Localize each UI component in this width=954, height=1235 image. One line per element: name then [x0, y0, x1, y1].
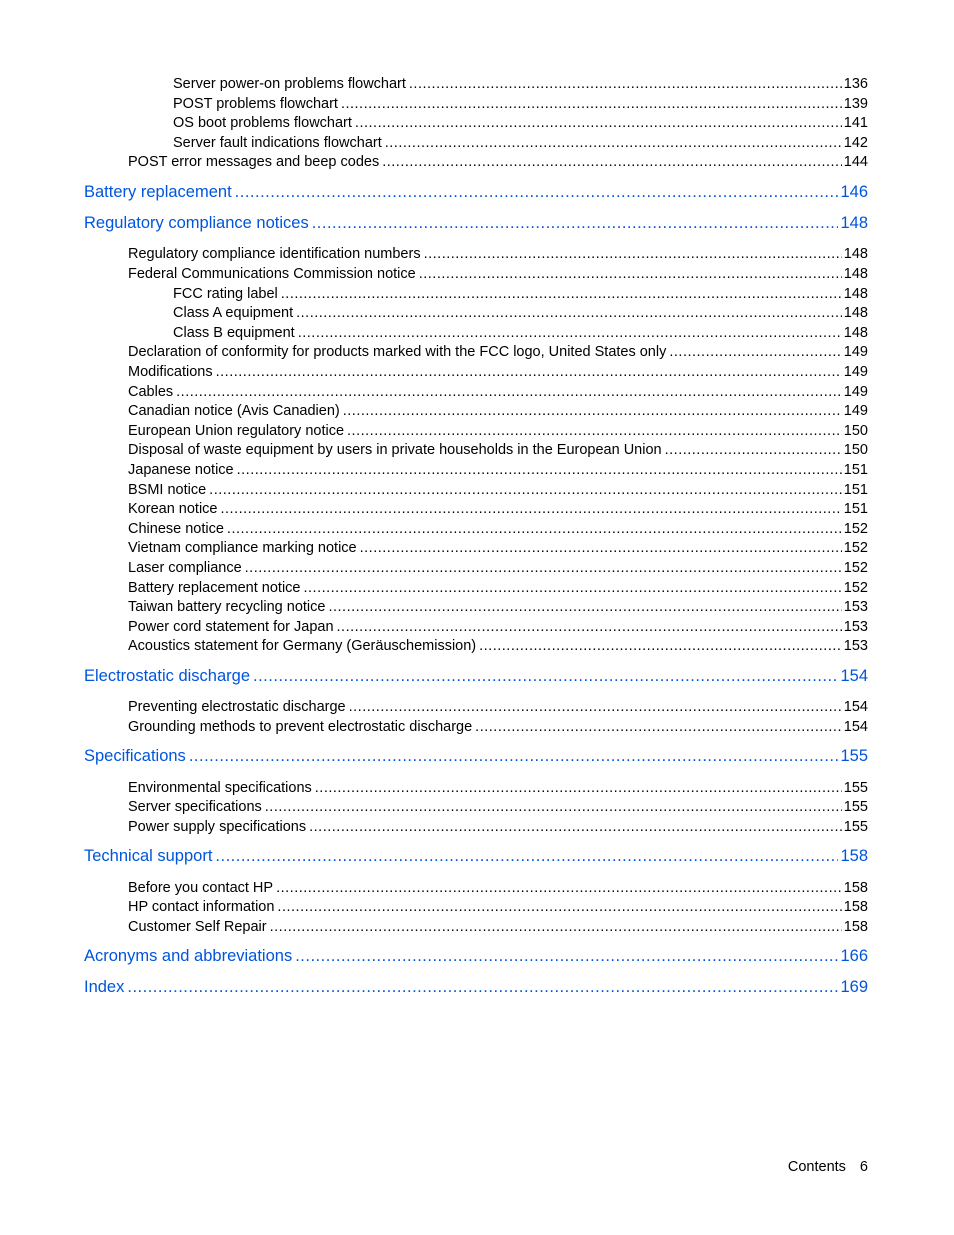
toc-entry-page: 149 [843, 344, 868, 361]
toc-entry-title: Environmental specifications [128, 779, 312, 796]
toc-entry-title: Power supply specifications [128, 818, 307, 835]
toc-entry-page: 152 [843, 560, 868, 576]
toc-section-link[interactable] [173, 286, 868, 302]
toc-dot-leader [237, 462, 842, 478]
toc-entry-page: 148 [843, 285, 868, 302]
toc-entry-title: HP contact information [128, 899, 275, 916]
toc-entry-title: Grounding methods to prevent electrostatic discharge [128, 718, 473, 735]
toc-entry-title: Before you contact HP [128, 879, 274, 896]
toc-entry-title: Customer Self Repair [128, 918, 267, 935]
toc-entry-page: 136 [843, 76, 868, 92]
toc-dot-leader [216, 364, 842, 380]
toc-entry-title: Federal Communications Commission notice [128, 266, 416, 282]
toc-entry-title: Server fault indications flowchart [173, 134, 382, 151]
toc-entry-page: 144 [843, 154, 868, 171]
toc-entry-title: European Union regulatory notice [128, 422, 345, 439]
toc-section-link[interactable] [128, 246, 868, 262]
toc-entry-page: 154 [840, 666, 868, 685]
toc-entry-title: Laser compliance [128, 560, 242, 576]
toc-entry-page: 148 [843, 305, 868, 322]
toc-dot-leader [227, 521, 842, 537]
toc-dot-leader [382, 154, 842, 170]
toc-section-link[interactable] [128, 599, 868, 615]
footer-page-number: 6 [859, 1159, 868, 1175]
toc-dot-leader [245, 560, 842, 576]
toc-entry-title: Acronyms and abbreviations [84, 947, 293, 966]
toc-dot-leader [669, 344, 841, 360]
toc-entry-page: 158 [840, 847, 868, 866]
toc-entry-page: 152 [843, 520, 868, 537]
toc-section-link[interactable] [128, 719, 868, 735]
toc-section-link[interactable] [128, 462, 868, 478]
toc-dot-leader [176, 384, 842, 400]
toc-dot-leader [281, 286, 842, 302]
toc-chapter-link[interactable] [84, 847, 868, 866]
toc-section-link[interactable] [128, 501, 868, 517]
toc-dot-leader [215, 847, 838, 866]
toc-entry-page: 152 [843, 579, 868, 596]
toc-entry-page: 158 [843, 899, 868, 916]
toc-section-link[interactable] [128, 819, 868, 835]
toc-entry-title: Server specifications [128, 799, 262, 816]
toc-entry-page: 166 [840, 947, 868, 966]
toc-entry-page: 142 [843, 134, 868, 151]
toc-dot-leader [303, 580, 841, 596]
toc-entry-title: POST error messages and beep codes [128, 154, 380, 171]
toc-dot-leader [328, 599, 841, 615]
toc-section-link[interactable] [173, 135, 868, 151]
toc-section-link[interactable] [128, 919, 868, 935]
toc-entry-page: 148 [840, 214, 868, 232]
toc-entry-title: Cables [128, 383, 174, 400]
toc-dot-leader [341, 96, 842, 112]
toc-entry-page: 152 [843, 540, 868, 557]
toc-entry-page: 149 [843, 403, 868, 420]
toc-dot-leader [479, 638, 842, 654]
toc-dot-leader [276, 880, 842, 896]
toc-section-link[interactable] [128, 423, 868, 439]
toc-entry-page: 150 [843, 422, 868, 439]
toc-chapter-link[interactable] [84, 947, 868, 966]
toc-entry-page: 151 [843, 462, 868, 478]
toc-entry-title: Chinese notice [128, 520, 224, 537]
toc-dot-leader [296, 305, 842, 321]
toc-dot-leader [665, 442, 842, 458]
toc-entry-page: 148 [843, 246, 868, 263]
toc-entry-page: 139 [843, 95, 868, 112]
toc-entry-page: 169 [840, 978, 868, 997]
toc-dot-leader [424, 246, 842, 262]
toc-dot-leader [277, 899, 841, 915]
toc-entry-title: Technical support [84, 847, 213, 866]
toc-entry-title: FCC rating label [173, 285, 278, 302]
toc-entry-title: Regulatory compliance identification numbers [128, 246, 421, 263]
toc-dot-leader [419, 266, 842, 282]
toc-section-link[interactable] [128, 699, 868, 715]
toc-entry-title: Battery replacement notice [128, 579, 301, 596]
toc-entry-page: 149 [843, 364, 868, 380]
toc-entry-title: Electrostatic discharge [84, 666, 250, 685]
toc-entry-page: 153 [843, 618, 868, 635]
toc-dot-leader [475, 719, 842, 735]
toc-dot-leader [253, 667, 838, 686]
toc-entry-title: Canadian notice (Avis Canadien) [128, 403, 340, 420]
toc-entry-page: 146 [840, 182, 868, 201]
toc-entry-page: 158 [843, 918, 868, 935]
toc-entry-title: OS boot problems flowchart [173, 115, 352, 132]
toc-dot-leader [360, 540, 842, 556]
toc-dot-leader [209, 482, 842, 498]
toc-entry-title: Index [84, 978, 125, 997]
toc-section-link[interactable] [128, 482, 868, 498]
toc-dot-leader [298, 325, 842, 341]
toc-entry-title: Vietnam compliance marking notice [128, 540, 357, 557]
toc-chapter-link[interactable] [84, 183, 868, 202]
toc-section-link[interactable] [128, 619, 868, 635]
toc-section-link[interactable] [173, 76, 868, 92]
toc-entry-title: Class B equipment [173, 324, 295, 341]
toc-entry-title: Regulatory compliance notices [84, 214, 309, 232]
toc-dot-leader [347, 423, 842, 439]
toc-dot-leader [312, 214, 839, 233]
toc-entry-title: Japanese notice [128, 462, 234, 478]
toc-entry-page: 150 [843, 442, 868, 459]
toc-dot-leader [343, 403, 842, 419]
toc-entry-page: 153 [843, 638, 868, 655]
toc-entry-page: 148 [843, 266, 868, 282]
toc-dot-leader [309, 819, 842, 835]
page-footer [788, 1159, 868, 1175]
toc-section-link[interactable] [128, 384, 868, 400]
toc-section-link[interactable] [128, 540, 868, 556]
toc-entry-page: 154 [843, 718, 868, 735]
toc-entry-title: Power cord statement for Japan [128, 618, 334, 635]
toc-chapter-link[interactable] [84, 667, 868, 686]
toc-section-link[interactable] [128, 442, 868, 458]
toc-chapter-link[interactable] [84, 747, 868, 766]
toc-entry-title: Acoustics statement for Germany (Geräuschemission) [128, 638, 477, 655]
toc-entry-title: Modifications [128, 364, 213, 380]
toc-dot-leader [349, 699, 842, 715]
toc-entry-page: 155 [843, 779, 868, 796]
toc-section-link[interactable] [173, 115, 868, 131]
toc-section-link[interactable] [128, 266, 868, 282]
toc-entry-page: 141 [843, 115, 868, 132]
toc-section-link[interactable] [173, 325, 868, 341]
toc-chapter-link[interactable] [84, 214, 868, 233]
toc-section-link[interactable] [128, 344, 868, 360]
toc-chapter-link[interactable] [84, 978, 868, 997]
toc-entry-title: Taiwan battery recycling notice [128, 599, 326, 616]
toc-entry-title: Korean notice [128, 501, 218, 518]
toc-entry-page: 148 [843, 324, 868, 341]
toc-dot-leader [315, 780, 842, 796]
toc-section-link[interactable] [173, 305, 868, 321]
toc-section-link[interactable] [128, 899, 868, 915]
toc-dot-leader [409, 76, 842, 92]
toc-entry-title: BSMI notice [128, 481, 207, 498]
toc-entry-title: Declaration of conformity for products marked with the FCC logo, United States only [128, 344, 667, 361]
toc-entry-page: 154 [843, 699, 868, 716]
toc-dot-leader [270, 919, 842, 935]
toc-entry-title: Server power-on problems flowchart [173, 76, 406, 92]
toc-section-link[interactable] [128, 560, 868, 576]
footer-section-label: Contents [787, 1159, 846, 1175]
toc-dot-leader [385, 135, 842, 151]
toc-entry-title: Battery replacement [84, 182, 232, 201]
toc-dot-leader [189, 747, 839, 766]
toc-dot-leader [235, 183, 839, 202]
toc-entry-page: 149 [843, 383, 868, 400]
toc-dot-leader [337, 619, 842, 635]
toc-section-link[interactable] [128, 580, 868, 596]
toc-section-link[interactable] [128, 521, 868, 537]
toc-dot-leader [265, 799, 842, 815]
toc-section-link[interactable] [173, 96, 868, 112]
toc-section-link[interactable] [128, 364, 868, 380]
toc-entry-title: POST problems flowchart [173, 95, 338, 112]
toc-dot-leader [355, 115, 842, 131]
toc-entry-page: 155 [840, 747, 868, 766]
toc-section-link[interactable] [128, 780, 868, 796]
toc-entry-title: Preventing electrostatic discharge [128, 699, 346, 716]
toc-section-link[interactable] [128, 154, 868, 170]
toc-entry-page: 155 [843, 818, 868, 835]
toc-entry-title: Class A equipment [173, 305, 294, 322]
toc-entry-page: 151 [843, 481, 868, 498]
toc-entry-page: 155 [843, 799, 868, 816]
toc-entry-title: Disposal of waste equipment by users in private households in the European Union [128, 442, 662, 459]
toc-entry-page: 153 [843, 599, 868, 616]
toc-dot-leader [295, 947, 838, 966]
toc-section-link[interactable] [128, 880, 868, 896]
toc-dot-leader [127, 978, 838, 997]
toc-section-link[interactable] [128, 638, 868, 654]
toc-entry-title: Specifications [84, 747, 186, 766]
toc-entry-page: 158 [843, 879, 868, 896]
toc-dot-leader [220, 501, 841, 517]
toc-section-link[interactable] [128, 799, 868, 815]
toc-entry-page: 151 [843, 501, 868, 518]
toc-section-link[interactable] [128, 403, 868, 419]
